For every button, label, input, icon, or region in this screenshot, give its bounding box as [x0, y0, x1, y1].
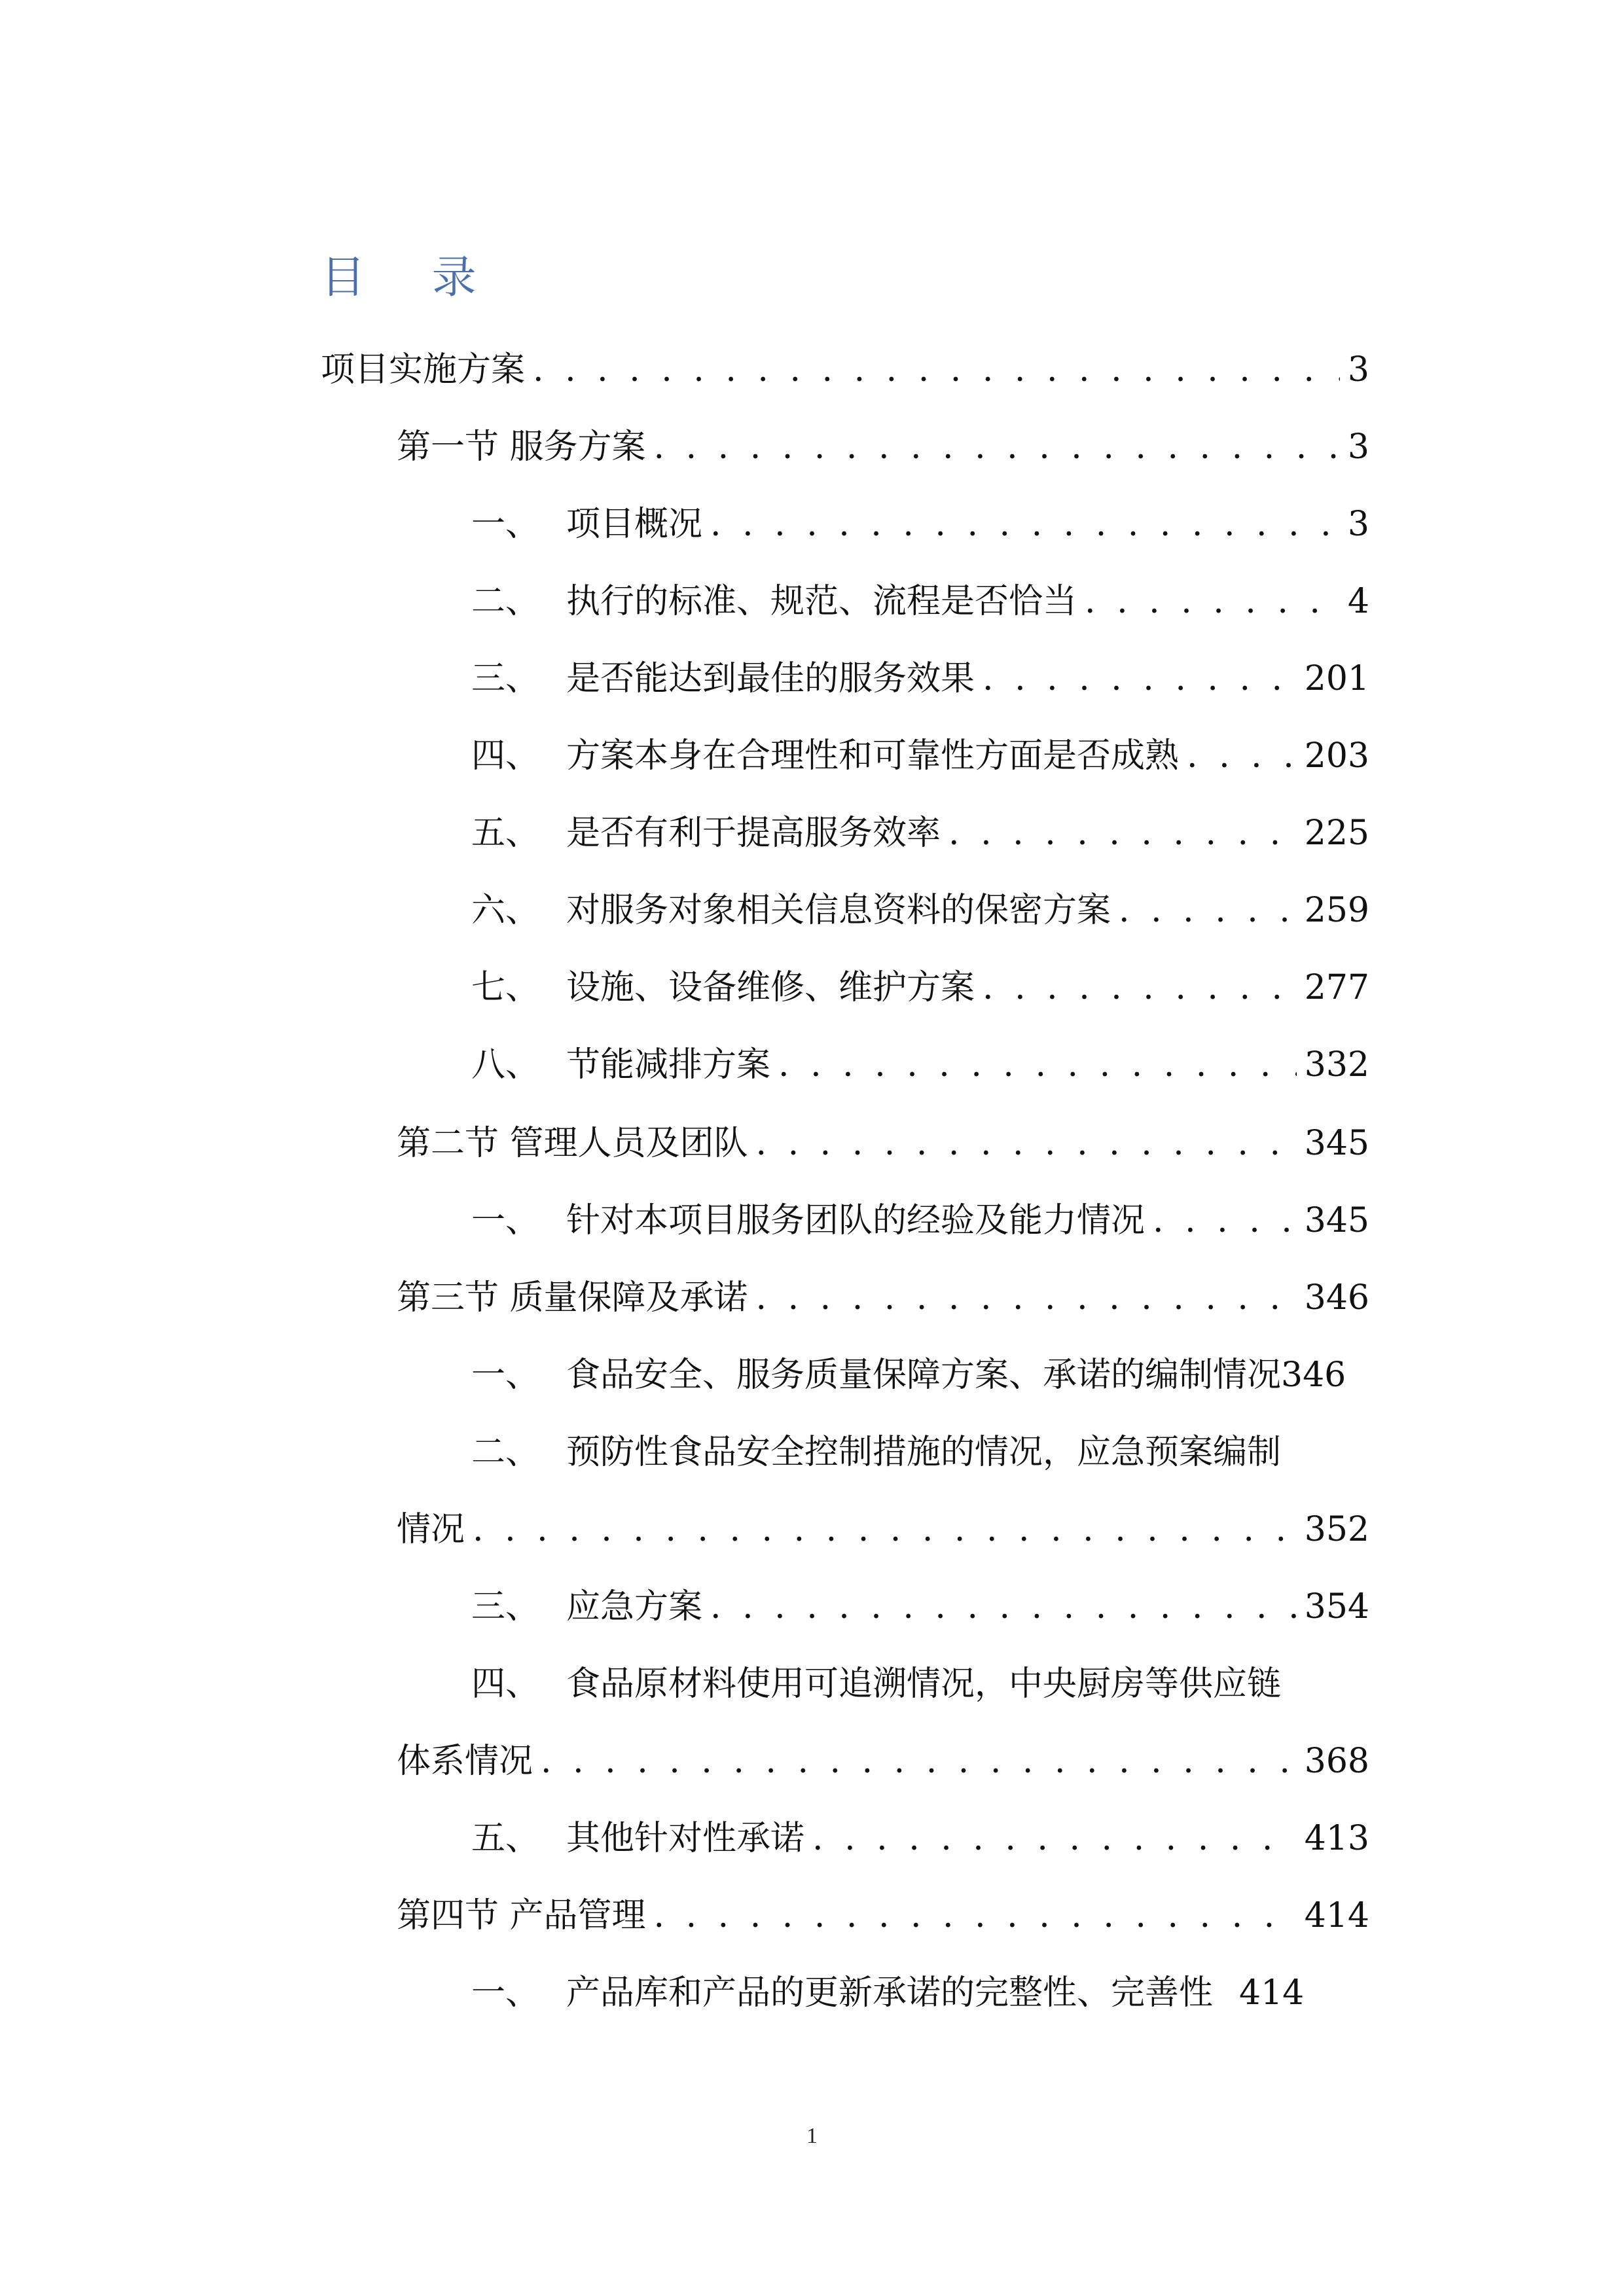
- toc-leader-dots: [812, 1816, 1297, 1861]
- toc-entry-page: 368: [1304, 1742, 1369, 1781]
- toc-entry-page: 352: [1304, 1510, 1369, 1549]
- toc-entry-section-3[interactable]: [397, 1275, 1369, 1321]
- toc-leader-dots: [710, 501, 1340, 547]
- toc-entry-3-3[interactable]: [471, 1584, 1369, 1630]
- toc-entry-page: 203: [1304, 736, 1369, 776]
- toc-entry-page: 3: [1347, 427, 1369, 467]
- toc-entry-number: 七、: [471, 968, 540, 1007]
- toc-entry-page: 346: [1281, 1355, 1346, 1395]
- toc-entry-3-2[interactable]: [471, 1429, 1281, 1475]
- toc-leader-dots: [1153, 1198, 1297, 1244]
- toc-entry-4-1[interactable]: [471, 1970, 1369, 2016]
- toc-entry-label: 食品原材料使用可追溯情况，中央厨房等供应链: [566, 1664, 1282, 1704]
- toc-entry-page: 345: [1304, 1124, 1369, 1163]
- toc-entry-label: 第一节 服务方案: [397, 427, 646, 467]
- toc-entry-3-5[interactable]: [471, 1816, 1369, 1861]
- toc-entry-page: 4: [1347, 582, 1369, 621]
- toc-entry-page: 414: [1304, 1896, 1369, 1935]
- toc-entry-label: 设施、设备维修、维护方案: [566, 968, 975, 1007]
- toc-entry-1-2[interactable]: [471, 579, 1369, 624]
- toc-entry-label: 应急方案: [566, 1587, 703, 1626]
- toc-entry-number: 四、: [471, 1664, 540, 1704]
- toc-entry-number: 五、: [471, 814, 540, 853]
- toc-entry-3-2-continued[interactable]: [397, 1507, 1369, 1552]
- toc-entry-label: 第三节 质量保障及承诺: [397, 1278, 748, 1318]
- toc-entry-label: 体系情况: [397, 1742, 533, 1781]
- toc-entry-number: 二、: [471, 582, 540, 621]
- toc-leader-dots: [541, 1738, 1297, 1784]
- toc-entry-1-6[interactable]: [471, 888, 1369, 933]
- toc-entry-page: 354: [1304, 1587, 1369, 1626]
- toc-entry-page: 414: [1239, 1973, 1305, 2013]
- toc-entry-page: 201: [1304, 659, 1369, 698]
- toc-entry-page: 346: [1304, 1278, 1369, 1318]
- toc-entry-label: 产品库和产品的更新承诺的完整性、完善性: [566, 1973, 1214, 2013]
- toc-leader-dots: [654, 1893, 1297, 1939]
- toc-entry-3-4-continued[interactable]: [397, 1738, 1369, 1784]
- toc-entry-project-plan[interactable]: [321, 347, 1369, 393]
- toc-entry-number: 八、: [471, 1045, 540, 1085]
- toc-entry-label: 第四节 产品管理: [397, 1896, 646, 1935]
- toc-leader-dots: [756, 1275, 1297, 1321]
- toc-leader-dots: [710, 1584, 1297, 1630]
- toc-leader-dots: [1187, 733, 1297, 779]
- toc-leader-dots: [778, 1042, 1297, 1088]
- toc-entry-page: 332: [1304, 1045, 1369, 1085]
- toc-entry-number: 二、: [471, 1433, 540, 1472]
- toc-leader-dots: [473, 1507, 1297, 1552]
- toc-entry-1-4[interactable]: [471, 733, 1369, 779]
- toc-entry-page: 277: [1304, 968, 1369, 1007]
- toc-entry-1-5[interactable]: [471, 810, 1369, 856]
- toc-entry-number: 三、: [471, 1587, 540, 1626]
- toc-leader-dots: [983, 656, 1297, 702]
- toc-entry-page: 413: [1304, 1819, 1369, 1858]
- toc-entry-label: 情况: [397, 1510, 465, 1549]
- toc-entry-number: 六、: [471, 891, 540, 930]
- toc-entry-label: 执行的标准、规范、流程是否恰当: [566, 582, 1077, 621]
- toc-entry-1-7[interactable]: [471, 965, 1369, 1011]
- toc-entry-number: 一、: [471, 505, 540, 544]
- toc-entry-number: 一、: [471, 1973, 540, 2013]
- toc-entry-section-4[interactable]: [397, 1893, 1369, 1939]
- toc-leader-dots: [983, 965, 1297, 1011]
- toc-entry-page: 3: [1347, 505, 1369, 544]
- toc-leader-dots: [948, 810, 1297, 856]
- toc-entry-label: 节能减排方案: [566, 1045, 771, 1085]
- toc-leader-dots: [654, 424, 1340, 470]
- toc-leader-dots: [1085, 579, 1340, 624]
- toc-entry-label: 针对本项目服务团队的经验及能力情况: [566, 1201, 1146, 1240]
- toc-entry-section-2[interactable]: [397, 1121, 1369, 1166]
- toc-leader-dots: [756, 1121, 1297, 1166]
- toc-entry-number: 三、: [471, 659, 540, 698]
- toc-entry-1-1[interactable]: [471, 501, 1369, 547]
- toc-entry-number: 一、: [471, 1355, 540, 1395]
- toc-entry-page: 3: [1347, 350, 1369, 389]
- toc-entry-3-4[interactable]: [471, 1661, 1281, 1707]
- toc-entry-label: 食品安全、服务质量保障方案、承诺的编制情况: [566, 1355, 1282, 1395]
- toc-entry-label: 其他针对性承诺: [566, 1819, 805, 1858]
- toc-entry-label: 项目实施方案: [321, 350, 526, 389]
- toc-entry-label: 预防性食品安全控制措施的情况，应急预案编制: [566, 1433, 1282, 1472]
- toc-leader-dots: [533, 347, 1340, 393]
- toc-entry-section-1[interactable]: [397, 424, 1369, 470]
- toc-entry-label: 第二节 管理人员及团队: [397, 1124, 748, 1163]
- toc-entry-page: 225: [1304, 814, 1369, 853]
- page-number: 1: [806, 2124, 818, 2148]
- toc-entry-label: 对服务对象相关信息资料的保密方案: [566, 891, 1111, 930]
- toc-entry-number: 四、: [471, 736, 540, 776]
- toc-entry-page: 259: [1304, 891, 1369, 930]
- toc-title: 目 录: [321, 252, 503, 304]
- toc-entry-2-1[interactable]: [471, 1198, 1369, 1244]
- toc-entry-label: 是否能达到最佳的服务效果: [566, 659, 975, 698]
- toc-entry-page: 345: [1304, 1201, 1369, 1240]
- toc-entry-number: 五、: [471, 1819, 540, 1858]
- toc-entry-label: 是否有利于提高服务效率: [566, 814, 941, 853]
- toc-entry-1-8[interactable]: [471, 1042, 1369, 1088]
- toc-leader-dots: [1119, 888, 1297, 933]
- toc-entry-label: 方案本身在合理性和可靠性方面是否成熟: [566, 736, 1180, 776]
- toc-entry-1-3[interactable]: [471, 656, 1369, 702]
- toc-entry-number: 一、: [471, 1201, 540, 1240]
- toc-entry-label: 项目概况: [566, 505, 703, 544]
- toc-entry-3-1[interactable]: [471, 1352, 1346, 1398]
